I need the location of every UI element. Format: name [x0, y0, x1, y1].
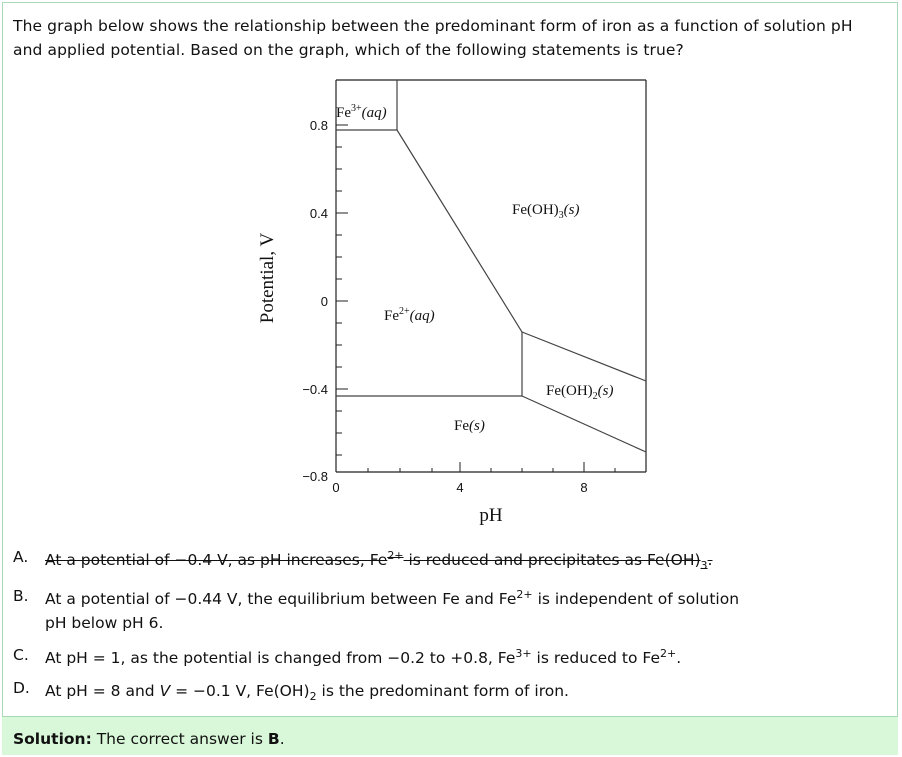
y-tick-0: 0	[320, 294, 328, 309]
x-ticks	[336, 462, 615, 472]
solution-text: The correct answer is	[91, 730, 268, 748]
choice-c-letter: C.	[13, 646, 29, 664]
choice-a-text: At a potential of −0.4 V, as pH increases, $Fe^{2+}$ is reduced and precipitates as $Fe(OH)_3$.	[45, 548, 713, 573]
choice-d-text: At pH = 8 and V = −0.1 V, $Fe(OH)_2$ is the predominant form of iron.	[45, 682, 569, 704]
x-tick-4: 4	[456, 480, 464, 495]
choice-c-text: At pH = 1, as the potential is changed from −0.2 to +0.8, $Fe^{3+}$ is reduced to $Fe^{2+}$.	[45, 646, 682, 667]
choice-a-letter: A.	[13, 548, 29, 566]
x-tick-8: 8	[580, 480, 588, 495]
pourbaix-diagram	[240, 75, 660, 530]
choice-b-letter: B.	[13, 587, 29, 605]
y-ticks	[336, 125, 348, 455]
question-text	[13, 14, 893, 62]
y-tick-0.4: 0.4	[309, 206, 328, 221]
y-axis-title: Potential, V	[257, 232, 278, 324]
y-tick-0.8: 0.8	[309, 118, 328, 133]
fe2-boundary	[336, 130, 522, 396]
y-tick-neg-0.4: −0.4	[302, 382, 328, 397]
choice-b-text: At a potential of −0.44 V, the equilibrium between Fe and $Fe^{2+}$ is independent of solution pH below pH 6.	[45, 587, 740, 632]
y-tick-neg-0.8: −0.8	[302, 469, 328, 484]
solution-box: Solution: The correct answer is B.	[2, 716, 898, 755]
feoh3-feoh2-boundary	[522, 332, 646, 381]
label-feoh3-s: $Fe(OH)_3(s)$	[512, 202, 580, 221]
question-line-2: and applied potential. Based on the graph, which of the following statements is true?	[13, 41, 684, 59]
label-fe3-aq: $Fe^{3+}(aq)$	[336, 103, 387, 121]
solution-label: Solution:	[13, 730, 92, 748]
x-tick-0: 0	[332, 480, 340, 495]
label-feoh2-s: $Fe(OH)_2(s)$	[546, 383, 614, 402]
label-fe-s: Fe(s)	[454, 418, 485, 434]
solution-answer: B	[267, 730, 280, 748]
question-line-1: The graph below shows the relationship between the predominant form of iron as a function of solution pH	[13, 17, 853, 35]
x-axis-title: pH	[479, 505, 503, 526]
label-fe2-aq: $Fe^{2+}(aq)$	[384, 306, 435, 324]
choice-d-letter: D.	[13, 679, 30, 697]
fe-feoh2-boundary	[522, 396, 646, 452]
